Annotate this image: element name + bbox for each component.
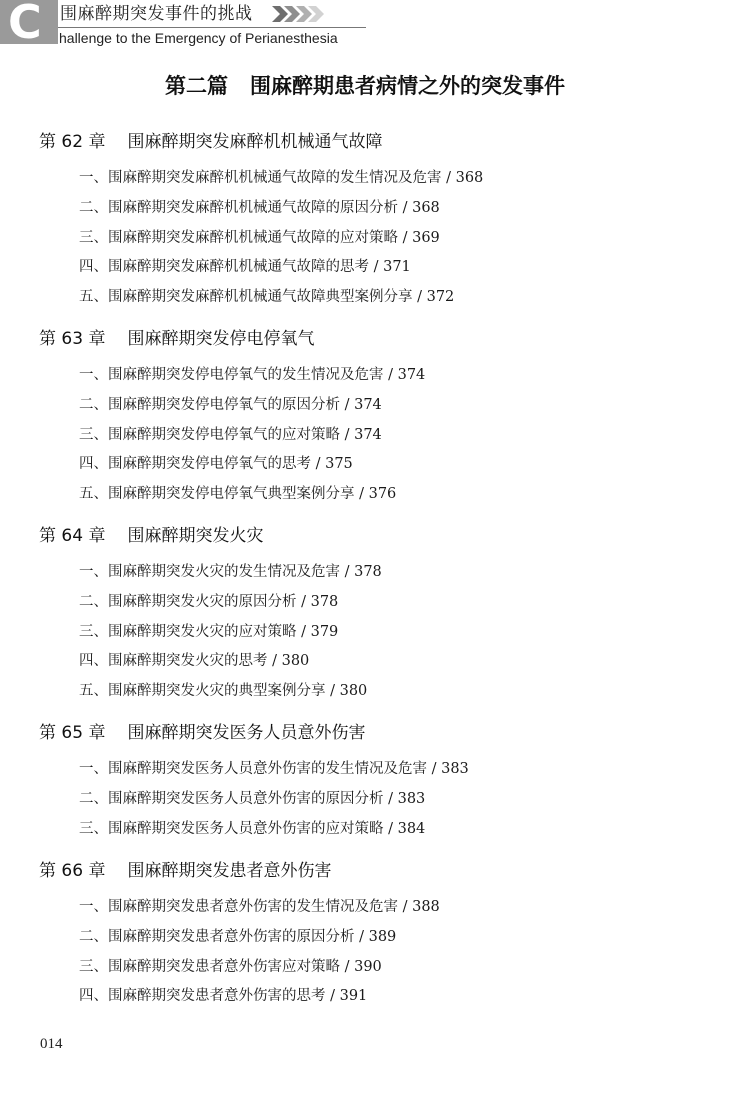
toc-entry[interactable]: 五、围麻醉期突发麻醉机机械通气故障典型案例分享 / 372 xyxy=(79,289,455,305)
page-number: 014 xyxy=(40,1036,63,1052)
toc-entry[interactable]: 二、围麻醉期突发医务人员意外伤害的原因分析 / 383 xyxy=(79,791,426,807)
header-c-block xyxy=(0,0,58,49)
toc-entry[interactable]: 二、围麻醉期突发患者意外伤害的原因分析 / 389 xyxy=(79,929,397,945)
chapter-title: 围麻醉期突发火灾 xyxy=(127,526,264,546)
chapter-title: 围麻醉期突发麻醉机机械通气故障 xyxy=(127,132,383,152)
toc-entry[interactable]: 三、围麻醉期突发火灾的应对策略 / 379 xyxy=(79,624,339,640)
header-title-cn: 围麻醉期突发事件的挑战 xyxy=(60,4,253,24)
toc-entry[interactable]: 四、围麻醉期突发患者意外伤害的思考 / 391 xyxy=(79,988,368,1004)
chapter-number: 第 65 章 xyxy=(39,723,106,743)
chapter-heading[interactable] xyxy=(39,718,365,743)
page-header xyxy=(0,0,730,50)
chapter-heading[interactable] xyxy=(39,521,263,546)
part-heading: 围麻醉期患者病情之外的突发事件 xyxy=(250,73,565,98)
toc-entry[interactable]: 二、围麻醉期突发火灾的原因分析 / 378 xyxy=(79,594,339,610)
toc-entry[interactable]: 三、围麻醉期突发患者意外伤害应对策略 / 390 xyxy=(79,959,382,975)
toc-entry[interactable]: 四、围麻醉期突发火灾的思考 / 380 xyxy=(79,653,310,669)
toc-entry[interactable]: 三、围麻醉期突发麻醉机机械通气故障的应对策略 / 369 xyxy=(79,230,440,246)
header-title-en: hallenge to the Emergency of Perianesthesia xyxy=(59,30,338,46)
header-divider xyxy=(58,27,366,28)
chapter-heading[interactable] xyxy=(39,324,314,349)
chevron-right-icon xyxy=(272,6,324,22)
part-label: 第二篇 xyxy=(165,73,228,98)
toc-entry[interactable]: 二、围麻醉期突发停电停氧气的原因分析 / 374 xyxy=(79,397,382,413)
chapter-title: 围麻醉期突发停电停氧气 xyxy=(127,329,315,349)
toc-entry[interactable]: 一、围麻醉期突发麻醉机机械通气故障的发生情况及危害 / 368 xyxy=(79,170,484,186)
chapter-heading[interactable] xyxy=(39,856,331,881)
chapter-title: 围麻醉期突发医务人员意外伤害 xyxy=(127,723,366,743)
toc-entry[interactable]: 一、围麻醉期突发火灾的发生情况及危害 / 378 xyxy=(79,564,382,580)
toc-entry[interactable]: 三、围麻醉期突发医务人员意外伤害的应对策略 / 384 xyxy=(79,821,426,837)
chapter-number: 第 64 章 xyxy=(39,526,106,546)
chapter-number: 第 62 章 xyxy=(39,132,106,152)
toc-entry[interactable]: 四、围麻醉期突发停电停氧气的思考 / 375 xyxy=(79,456,353,472)
chapter-title: 围麻醉期突发患者意外伤害 xyxy=(127,861,332,881)
chapter-number: 第 63 章 xyxy=(39,329,106,349)
toc-entry[interactable]: 一、围麻醉期突发停电停氧气的发生情况及危害 / 374 xyxy=(79,367,426,383)
toc-entry[interactable]: 一、围麻醉期突发患者意外伤害的发生情况及危害 / 388 xyxy=(79,899,440,915)
toc-entry[interactable]: 一、围麻醉期突发医务人员意外伤害的发生情况及危害 / 383 xyxy=(79,761,469,777)
chapter-number: 第 66 章 xyxy=(39,861,106,881)
part-title xyxy=(0,70,730,100)
toc-entry[interactable]: 五、围麻醉期突发停电停氧气典型案例分享 / 376 xyxy=(79,486,397,502)
toc-entry[interactable]: 四、围麻醉期突发麻醉机机械通气故障的思考 / 371 xyxy=(79,259,411,275)
chapter-heading[interactable] xyxy=(39,127,382,152)
header-c-letter: C xyxy=(8,0,42,49)
toc-entry[interactable]: 五、围麻醉期突发火灾的典型案例分享 / 380 xyxy=(79,683,368,699)
toc-entry[interactable]: 三、围麻醉期突发停电停氧气的应对策略 / 374 xyxy=(79,427,382,443)
toc-entry[interactable]: 二、围麻醉期突发麻醉机机械通气故障的原因分析 / 368 xyxy=(79,200,440,216)
